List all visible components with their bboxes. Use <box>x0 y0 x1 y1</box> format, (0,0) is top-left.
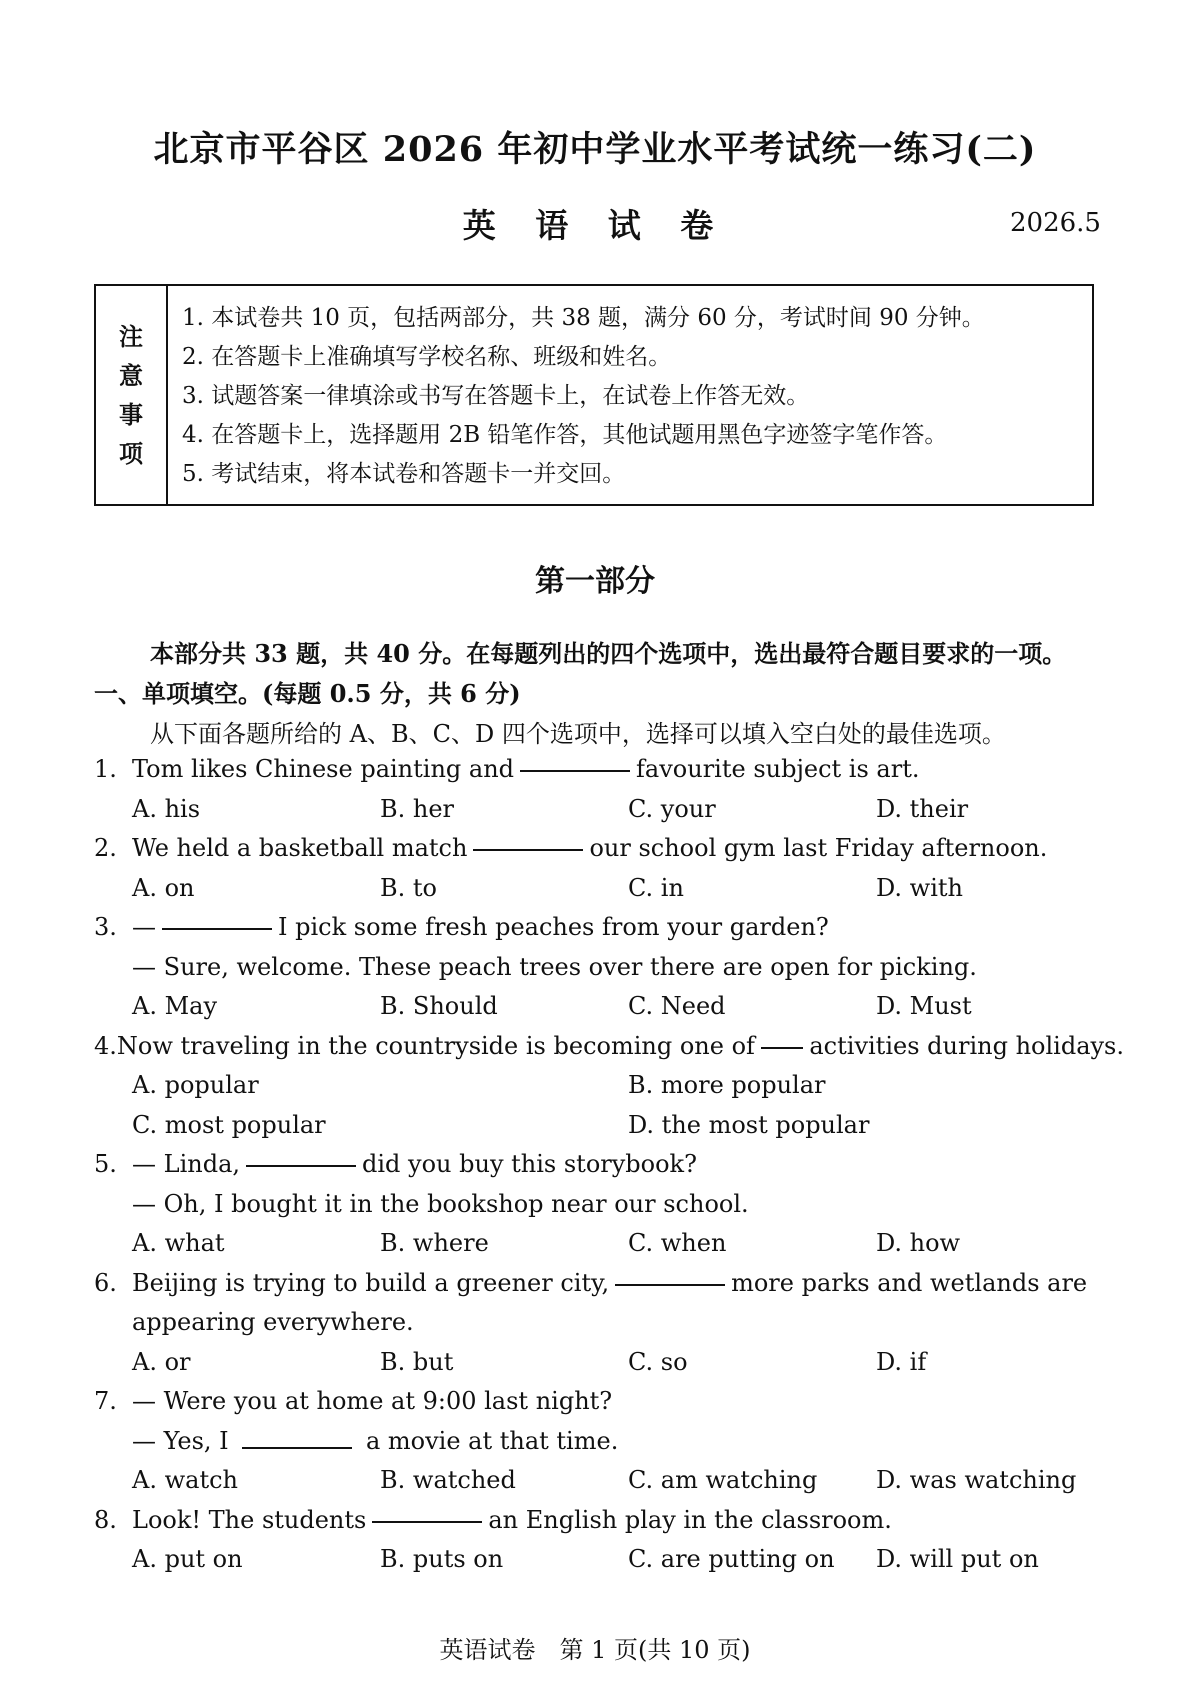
option-c: C. are putting on <box>628 1545 835 1573</box>
question-number: 8. <box>94 1505 117 1534</box>
option-row <box>94 869 1124 909</box>
option-c: C. most popular <box>132 1110 326 1139</box>
option-a: A. May <box>132 992 218 1020</box>
option-c: C. when <box>628 1229 727 1257</box>
question-stem-before: Look! The students <box>132 1505 367 1534</box>
question-stem-before: Tom likes Chinese painting and <box>132 755 515 783</box>
question-item <box>94 1382 1124 1501</box>
exam-subtitle: 英 语 试 卷 <box>462 206 728 245</box>
option-d: D. was watching <box>876 1466 1077 1494</box>
notice-label-char: 意 <box>119 361 143 390</box>
question-stem-before: — <box>132 913 156 941</box>
option-row <box>94 987 1124 1027</box>
option-d: D. the most popular <box>628 1110 870 1139</box>
question-stem-after: activities during holidays. <box>809 1031 1124 1060</box>
question-item <box>94 829 1124 908</box>
question-stem-before: — Linda, <box>132 1150 240 1178</box>
option-c: C. Need <box>628 992 726 1020</box>
question-item <box>94 1264 1124 1383</box>
notice-label-char: 注 <box>119 322 143 351</box>
page-footer: 英语试卷 第 1 页(共 10 页) <box>439 1636 751 1664</box>
question-item <box>94 1501 1124 1580</box>
notice-item: 1. 本试卷共 10 页，包括两部分，共 38 题，满分 60 分，考试时间 90 分钟。 <box>182 305 985 331</box>
option-a: A. his <box>132 794 201 823</box>
notice-item: 2. 在答题卡上准确填写学校名称、班级和姓名。 <box>182 344 672 370</box>
notice-item: 3. 试题答案一律填涂或书写在答题卡上，在试卷上作答无效。 <box>182 383 810 409</box>
question-item <box>94 1027 1124 1146</box>
question-stem-continued: appearing everywhere. <box>132 1308 414 1336</box>
answer-blank <box>615 1264 725 1286</box>
question-stem-after: I pick some fresh peaches from your garden? <box>278 913 829 941</box>
section-heading: 一、单项填空。(每题 0.5 分，共 6 分) <box>94 679 521 708</box>
reply-after: a movie at that time. <box>365 1426 619 1455</box>
option-b: B. to <box>380 873 437 902</box>
option-b: B. watched <box>380 1466 516 1494</box>
question-stem-after: our school gym last Friday afternoon. <box>589 834 1048 862</box>
answer-blank <box>372 1501 482 1523</box>
option-c: C. your <box>628 794 716 823</box>
option-a: A. popular <box>132 1071 259 1099</box>
notice-label <box>96 286 168 504</box>
option-a: A. watch <box>132 1466 238 1494</box>
question-number: 5. <box>94 1150 117 1178</box>
option-row <box>94 790 1124 830</box>
option-b: B. puts on <box>380 1545 504 1573</box>
notice-label-char: 项 <box>119 439 143 468</box>
option-d: D. how <box>876 1229 961 1257</box>
option-d: D. Must <box>876 992 972 1020</box>
question-number: 4. <box>94 1031 117 1060</box>
option-b: B. where <box>380 1229 489 1257</box>
answer-blank <box>473 829 583 851</box>
question-list <box>94 750 1124 1580</box>
question-number: 2. <box>94 834 117 862</box>
option-d: D. their <box>876 794 969 823</box>
option-a: A. put on <box>132 1545 243 1573</box>
question-number: 3. <box>94 913 117 941</box>
option-row <box>94 1106 1124 1146</box>
notice-box <box>94 284 1094 506</box>
question-stem-before: We held a basketball match <box>132 834 468 862</box>
question-stem-after: more parks and wetlands are <box>731 1268 1088 1297</box>
question-number: 1. <box>94 755 117 783</box>
answer-blank <box>246 1145 356 1167</box>
option-row <box>94 1343 1124 1383</box>
question-item <box>94 750 1124 829</box>
option-b: B. Should <box>380 992 498 1020</box>
option-d: D. if <box>876 1347 927 1376</box>
reply-before: — Yes, I <box>132 1426 229 1455</box>
notice-label-char: 事 <box>119 400 143 429</box>
exam-title: 北京市平谷区 2026 年初中学业水平考试统一练习(二) <box>153 129 1037 170</box>
answer-blank <box>520 750 630 772</box>
option-b: B. her <box>380 794 455 823</box>
option-c: C. so <box>628 1347 688 1376</box>
option-b: B. but <box>380 1347 454 1376</box>
section-instruction: 从下面各题所给的 A、B、C、D 四个选项中，选择可以填入空白处的最佳选项。 <box>150 720 1006 748</box>
notice-item: 5. 考试结束，将本试卷和答题卡一并交回。 <box>182 461 626 487</box>
question-reply: — Sure, welcome. These peach trees over there are open for picking. <box>132 952 977 981</box>
question-stem-after: favourite subject is art. <box>636 755 920 783</box>
question-reply: — Oh, I bought it in the bookshop near our school. <box>132 1189 749 1218</box>
option-d: D. will put on <box>876 1545 1039 1573</box>
notice-list <box>168 286 985 504</box>
question-item <box>94 1145 1124 1264</box>
option-c: C. am watching <box>628 1466 818 1494</box>
answer-blank <box>162 908 272 930</box>
question-number: 7. <box>94 1387 117 1415</box>
option-c: C. in <box>628 873 684 902</box>
notice-item: 4. 在答题卡上，选择题用 2B 铅笔作答，其他试题用黑色字迹签字笔作答。 <box>182 422 948 448</box>
option-a: A. or <box>132 1347 191 1376</box>
question-stem-before: Now traveling in the countryside is becoming one of <box>116 1031 755 1060</box>
question-stem-after: an English play in the classroom. <box>488 1505 892 1534</box>
part-intro: 本部分共 33 题，共 40 分。在每题列出的四个选项中，选出最符合题目要求的一项。 <box>150 639 1067 668</box>
option-b: B. more popular <box>628 1071 826 1099</box>
question-stem-after: did you buy this storybook? <box>362 1150 697 1178</box>
question-number: 6. <box>94 1268 117 1297</box>
question-stem: — Were you at home at 9:00 last night? <box>132 1387 613 1415</box>
exam-date: 2026.5 <box>1010 208 1101 238</box>
answer-blank <box>761 1027 803 1049</box>
option-a: A. what <box>132 1229 225 1257</box>
part-heading: 第一部分 <box>535 564 655 599</box>
question-stem-before: Beijing is trying to build a greener city, <box>132 1268 610 1297</box>
option-a: A. on <box>132 873 195 902</box>
option-row <box>94 1540 1124 1580</box>
option-row <box>94 1224 1124 1264</box>
option-row <box>94 1066 1124 1106</box>
answer-blank <box>242 1427 352 1449</box>
option-row <box>94 1461 1124 1501</box>
option-d: D. with <box>876 873 963 902</box>
question-item <box>94 908 1124 1027</box>
